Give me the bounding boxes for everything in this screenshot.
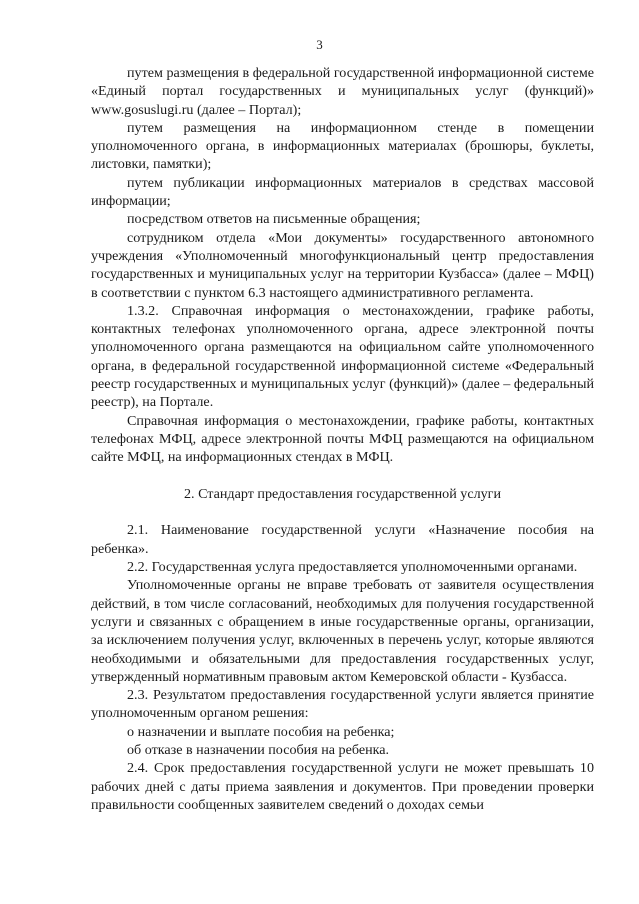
paragraph: 2.4. Срок предоставления государственной услуги не может превышать 10 рабочих дней с даты приема заявления и документов. При проведении проверки правильности сообщенных заявителем сведений о доходах семьи [91, 760, 594, 813]
paragraph: об отказе в назначении пособия на ребенка. [127, 741, 390, 758]
paragraph: 2.1. Наименование государственной услуги «Назначение пособия на ребенка». [91, 522, 594, 557]
page-number: 3 [316, 37, 323, 52]
paragraph: 1.3.2. Справочная информация о местонахождении, графике работы, контактных телефонах уполномоченного органа, адресе электронной почты уполномоченного органа размещаются на официальном сайте уполномоченного органа, в федеральной государственной информационной системе «Федеральный реестр государственных и муниципальных услуг (функций)» (далее – федеральный реестр), на Портале. [91, 302, 594, 411]
paragraph: путем размещения в федеральной государственной информационной системе «Единый портал государственных и муниципальных услуг (функций)» www.gosuslugi.ru (далее – Портал); [91, 65, 594, 118]
paragraph: 2.3. Результатом предоставления государственной услуги является принятие уполномоченным органом решения: [91, 687, 594, 722]
paragraph: путем размещения на информационном стенде в помещении уполномоченного органа, в информационных материалах (брошюры, буклеты, листовки, памятки); [91, 119, 594, 173]
paragraph: посредством ответов на письменные обращения; [127, 211, 421, 228]
document-body [91, 64, 594, 814]
paragraph: Уполномоченные органы не вправе требовать от заявителя осуществления действий, в том числе согласований, необходимых для получения государственной услуги и связанных с обращением в иные государственные органы, организации, за исключением получения услуг, включенных в перечень услуг, которые являются необходимыми и обязательными для предоставления государственных услуг, утвержденный нормативным правовым актом Кемеровской области - Кузбасса. [91, 577, 594, 685]
paragraph: сотрудником отдела «Мои документы» государственного автономного учреждения «Уполномоченный многофункциональный центр предоставления государственных и муниципальных услуг на территории Кузбасса» (далее – МФЦ) в соответствии с пунктом 6.3 настоящего административного регламента. [91, 229, 594, 301]
paragraph: о назначении и выплате пособия на ребенка; [127, 723, 395, 740]
paragraph: Справочная информация о местонахождении, графике работы, контактных телефонах МФЦ, адресе электронной почты МФЦ размещаются на официальном сайте МФЦ, на информационных стендах в МФЦ. [91, 412, 594, 466]
paragraph: 2.2. Государственная услуга предоставляется уполномоченными органами. [127, 559, 578, 576]
paragraph: путем публикации информационных материалов в средствах массовой информации; [91, 174, 594, 210]
section-heading: 2. Стандарт предоставления государственной услуги [184, 485, 501, 502]
